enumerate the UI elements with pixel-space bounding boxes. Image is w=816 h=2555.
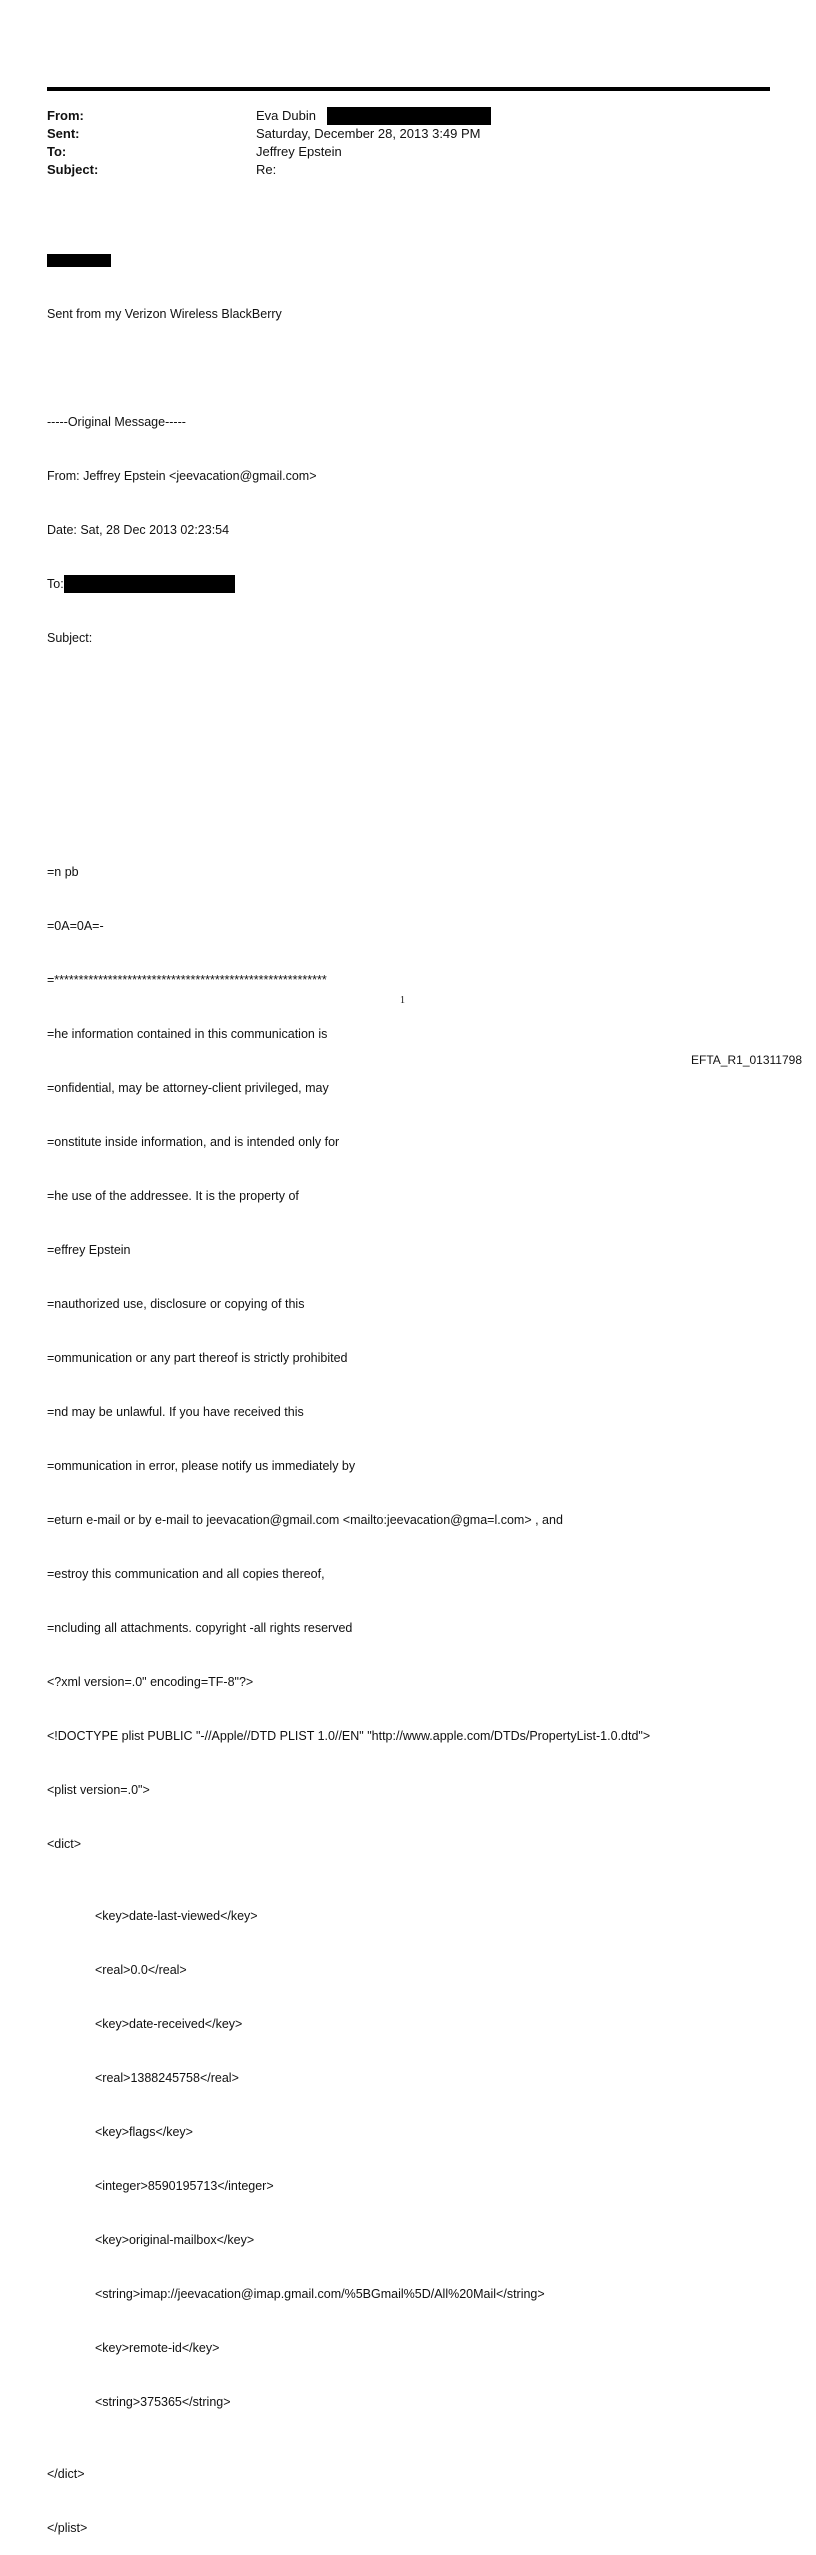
subject-value: Re:	[256, 162, 277, 177]
body-line: =0A=0A=-	[47, 919, 104, 933]
body-line: <?xml version=.0" encoding=TF-8"?>	[47, 1675, 254, 1689]
subject-row	[47, 161, 491, 179]
body-line: =ommunication or any part thereof is strictly prohibited	[47, 1351, 348, 1365]
body-line: =effrey Epstein	[47, 1243, 131, 1257]
plist-line: <key>flags</key>	[95, 2125, 193, 2139]
plist-line: <string>imap://jeevacation@imap.gmail.com/%5BGmail%5D/All%20Mail</string>	[95, 2287, 545, 2301]
plist-line: <key>date-received</key>	[95, 2017, 243, 2031]
plist-line: <integer>8590195713</integer>	[95, 2179, 274, 2193]
from-value: Eva Dubin	[256, 108, 316, 123]
original-to: To:	[47, 577, 64, 591]
redaction-box	[327, 107, 491, 125]
body-line: =********************************************************	[47, 973, 327, 987]
subject-label: Subject:	[47, 162, 99, 177]
sent-row	[47, 125, 491, 143]
plist-line: <key>original-mailbox</key>	[95, 2233, 255, 2247]
to-row	[47, 143, 491, 161]
original-subject: Subject:	[47, 631, 93, 645]
body-line: <plist version=.0">	[47, 1783, 150, 1797]
original-message-marker: -----Original Message-----	[47, 415, 186, 429]
redaction-box	[64, 575, 235, 593]
email-body	[47, 215, 650, 2555]
body-line: =n pb	[47, 865, 79, 879]
from-row	[47, 107, 491, 125]
sent-label: Sent:	[47, 126, 80, 141]
plist-line: <real>1388245758</real>	[95, 2071, 239, 2085]
body-line: =he information contained in this communication is	[47, 1027, 328, 1041]
to-label: To:	[47, 144, 67, 159]
body-line: =ncluding all attachments. copyright -all rights reserved	[47, 1621, 353, 1635]
close-dict: </dict>	[47, 2467, 85, 2481]
plist-line: <key>date-last-viewed</key>	[95, 1909, 258, 1923]
body-line: =onstitute inside information, and is intended only for	[47, 1135, 340, 1149]
body-line: =ommunication in error, please notify us immediately by	[47, 1459, 356, 1473]
plist-line: <string>375365</string>	[95, 2395, 231, 2409]
page-number: 1	[400, 995, 405, 1006]
signature-line: Sent from my Verizon Wireless BlackBerry	[47, 307, 282, 321]
email-header	[47, 107, 491, 179]
original-date: Date: Sat, 28 Dec 2013 02:23:54	[47, 523, 230, 537]
body-line: =onfidential, may be attorney-client privileged, may	[47, 1081, 329, 1095]
body-line: =nd may be unlawful. If you have received this	[47, 1405, 304, 1419]
body-line: =he use of the addressee. It is the property of	[47, 1189, 299, 1203]
close-plist: </plist>	[47, 2521, 88, 2535]
redaction-box	[47, 254, 111, 267]
bates-number: EFTA_R1_01311798	[691, 1053, 802, 1067]
body-line: =estroy this communication and all copies thereof,	[47, 1567, 325, 1581]
to-value: Jeffrey Epstein	[256, 144, 342, 159]
body-line: =nauthorized use, disclosure or copying of this	[47, 1297, 305, 1311]
header-rule	[47, 87, 770, 91]
plist-line: <real>0.0</real>	[95, 1963, 187, 1977]
from-label: From:	[47, 108, 84, 123]
body-line: =eturn e-mail or by e-mail to jeevacation@gmail.com <mailto:jeevacation@gma=l.com> , and	[47, 1513, 563, 1527]
sent-value: Saturday, December 28, 2013 3:49 PM	[256, 126, 481, 141]
original-from: From: Jeffrey Epstein <jeevacation@gmail.com>	[47, 469, 317, 483]
body-line: <dict>	[47, 1837, 82, 1851]
plist-line: <key>remote-id</key>	[95, 2341, 220, 2355]
body-line: <!DOCTYPE plist PUBLIC "-//Apple//DTD PLIST 1.0//EN" "http://www.apple.com/DTDs/PropertyList-1.0.dtd">	[47, 1729, 651, 1743]
